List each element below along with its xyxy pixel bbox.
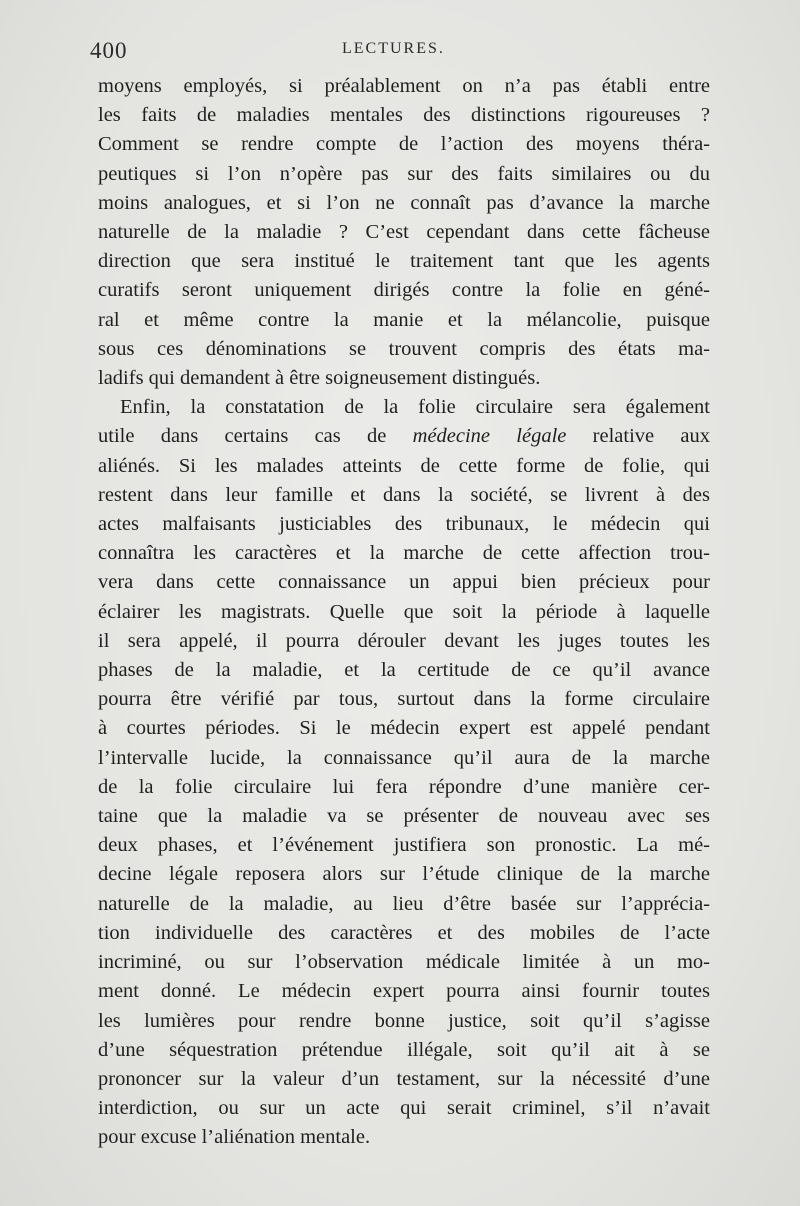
text-line: naturelle de la maladie ? C’est cependant dans cette fâcheuse [98,221,710,244]
text-line: prononcer sur la valeur d’un testament, sur la nécessité d’une [98,1067,710,1090]
text-line: l’intervalle lucide, la connaissance qu’il aura de la marche [98,746,710,769]
text-line: pourra être vérifié par tous, surtout dans la forme circulaire [98,688,710,711]
paragraph-2 [98,393,710,1152]
text-line: vera dans cette connaissance un appui bien précieux pour [98,571,710,594]
text-line: taine que la maladie va se présenter de nouveau avec ses [98,805,710,828]
text-line: restent dans leur famille et dans la société, se livrent à des [98,483,710,506]
text-line: interdiction, ou sur un acte qui serait criminel, s’il n’avait [98,1097,710,1120]
text-line: phases de la maladie, et la certitude de ce qu’il avance [98,659,710,682]
text-line: sous ces dénominations se trouvent compris des états ma- [98,337,710,360]
body-text [98,72,710,1153]
text-line: connaîtra les caractères et la marche de cette affection trou- [98,542,710,565]
text-line: pour excuse l’aliénation mentale. [98,1126,371,1149]
text-line: direction que sera institué le traitement tant que les agents [98,250,710,273]
text-line: Comment se rendre compte de l’action des moyens théra- [98,133,710,156]
text-line: Enfin, la constatation de la folie circulaire sera également [120,396,710,419]
text-line: incriminé, ou sur l’observation médicale limitée à un mo- [98,951,710,974]
text-line: à courtes périodes. Si le médecin expert est appelé pendant [98,717,710,740]
text-line: d’une séquestration prétendue illégale, soit qu’il ait à se [98,1038,710,1061]
italic-term: médecine légale [412,425,567,448]
text-line: peutiques si l’on n’opère pas sur des faits similaires ou du [98,162,710,185]
text-segment: relative aux [566,425,711,448]
text-line: il sera appelé, il pourra dérouler devant les juges toutes les [98,629,710,652]
paragraph-1 [98,72,710,393]
text-line: naturelle de la maladie, au lieu d’être basée sur l’apprécia- [98,892,710,915]
text-line-with-italic [98,422,710,451]
text-line: moyens employés, si préalablement on n’a pas établi entre [98,75,710,97]
running-title: LECTURES. [342,40,445,57]
text-line: actes malfaisants justiciables des tribunaux, le médecin qui [98,513,710,536]
text-line: éclairer les magistrats. Quelle que soit la période à laquelle [98,600,710,623]
text-line: les faits de maladies mentales des distinctions rigoureuses ? [98,104,710,127]
text-line: decine légale reposera alors sur l’étude clinique de la marche [98,863,710,886]
text-line: aliénés. Si les malades atteints de cette forme de folie, qui [98,454,710,477]
text-line: ment donné. Le médecin expert pourra ainsi fournir toutes [98,980,710,1003]
text-line: curatifs seront uniquement dirigés contre la folie en géné- [98,279,710,302]
text-line: ladifs qui demandent à être soigneusement distingués. [98,367,541,390]
page-number: 400 [90,38,128,63]
text-line: tion individuelle des caractères et des mobiles de l’acte [98,921,710,944]
text-line: ral et même contre la manie et la mélancolie, puisque [98,308,710,331]
text-line: moins analogues, et si l’on ne connaît pas d’avance la marche [98,191,710,214]
running-head [90,38,710,68]
text-line: les lumières pour rendre bonne justice, soit qu’il s’agisse [98,1009,710,1032]
text-line: deux phases, et l’événement justifiera son pronostic. La mé- [98,834,710,857]
text-segment: utile dans certains cas de [98,425,413,448]
text-line: de la folie circulaire lui fera répondre d’une manière cer- [98,775,710,798]
